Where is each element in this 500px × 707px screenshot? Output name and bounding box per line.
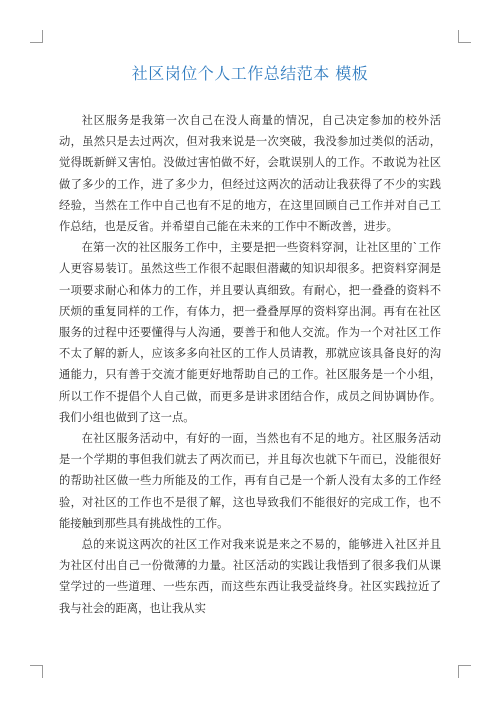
paragraph-2: 在第一次的社区服务工作中，主要是把一些资料穿洞，让社区里的`工作人更容易装订。虽然这些工作很不起眼但潜藏的知识却很多。把资料穿洞是一项要求耐心和体力的工作，并且要认真细致。有耐心，把一叠叠的资料不厌烦的重复同样的工作，有体力，把一叠叠厚厚的资料穿出洞。再有在社区服务的过程中还要懂得与人沟通，要善于和他人交流。作为一个对社区工作不太了解的新人，应该多多向社区的工作人员请教，那就应该具备良好的沟通能力，只有善于交流才能更好地帮助自己的工作。社区服务是一个小组，所以工作不提倡个人自己做，而更多是讲求团结合作，成员之间协调协作。我们小组也做到了这一点。: [59, 241, 441, 424]
crop-mark-bottom-left: [30, 665, 43, 678]
crop-mark-top-right: [458, 30, 471, 43]
document-body: [59, 110, 441, 619]
paragraph-4: 总的来说这两次的社区工作对我来说是来之不易的，能够进入社区并且为社区付出自己一份微薄的力量。社区活动的实践让我悟到了很多我们从课堂学过的一些道理、一些东西，而这些东西让我受益终身。社区实践拉近了我与社会的距离，也让我从实: [59, 538, 441, 615]
document-title: 社区岗位个人工作总结范本 模板: [131, 64, 369, 83]
crop-mark-top-left: [30, 30, 43, 43]
crop-mark-bottom-right: [458, 665, 471, 678]
paragraph-3: 在社区服务活动中，有好的一面，当然也有不足的地方。社区服务活动是一个学期的事但我们就去了两次而已，并且每次也就下午而已，没能很好的帮助社区做一些力所能及的工作，再有自己是一个新人没有太多的工作经验，对社区的工作也不是很了解，这也导致我们不能很好的完成工作，也不能接触到那些具有挑战性的工作。: [59, 432, 441, 530]
paragraph-1: 社区服务是我第一次自己在没人商量的情况，自己决定参加的校外活动，虽然只是去过两次，但对我来说是一次突破，我没参加过类似的活动，觉得既新鲜又害怕。没做过害怕做不好，会耽误别人的工作。不敢说为社区做了多少的工作，进了多少力，但经过这两次的活动让我获得了不少的实践经验，当然在工作中自己也有不足的地方，在这里回顾自己工作并对自己工作总结，也是反省。并希望自己能在未来的工作中不断改善，进步。: [59, 114, 441, 234]
